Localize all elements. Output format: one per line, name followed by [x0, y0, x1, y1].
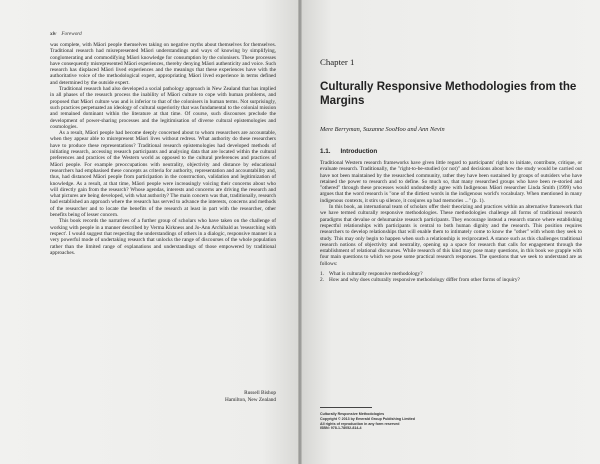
- paragraph: As a result, Māori people had become deeply concerned about to whom researchers are accountable, when they appear able to misrepresent Māori lives without redress. What authority do these researchers have to produce these representations? Traditional research epistemologies had developed methods of initiating research, accessing research participants and analysing data that are located within the cultural preferences and practices of the Western world as opposed to the cultural preferences and practices of Māori people. For example preoccupations with neutrality, objectivity and distance by educational researchers had emphasised these concepts as criteria for authority, representation and accountability and, thus, had distanced Māori people from participation in the construction, validation and legitimization of knowledge. As a result, at that time, Māori people were increasingly voicing their concerns about who will directly gain from the research? Whose agendas, interests and concerns are driving the research and what pictures are being developed, with what authority? The main concern was that, traditionally, research had established an approach where the research has served to advance the interests, concerns and methods of the researcher and to locate the benefits of the research at least in part with the researcher, other benefits being of lesser concern.: [50, 130, 276, 219]
- section-heading: [320, 148, 387, 155]
- chapter-title: Culturally Responsive Methodologies from the Margins: [320, 80, 577, 107]
- footnote-rule: [320, 407, 372, 408]
- right-page: [302, 0, 600, 464]
- list-text: How and why does culturally responsive methodology differ from other forms of inquiry?: [329, 277, 520, 284]
- chapter-label: Chapter 1: [320, 57, 355, 67]
- page-number: xiv: [50, 31, 57, 37]
- paragraph: Traditional Western research frameworks have given little regard to participants' rights to initiate, contribute, critique, or evaluate research. Traditionally, the "right-to-be-studied (or not)" and decisions about how the study would be carried out have not been maintained by the researched community, rather they have been sustained by groups of outsiders who have retained the power to research and to define. So much so, that many researched groups who have been re-storied and "othered" through these processes would undoubtedly agree with Indigenous Māori researcher Linda Smith (1999) who argues that the word research is "one of the dirtiest words in the indigenous world's vocabulary. When mentioned in many indigenous contexts, it stirs up silence, it conjures up bad memories ..." (p. 1).: [320, 160, 582, 204]
- copyright-line: Copyright © 2013 by Emerald Group Publishing Limited: [320, 416, 415, 421]
- list-number: 2.: [320, 277, 324, 284]
- paragraph: Traditional research had also developed a social pathology approach in New Zealand that has implied in all phases of the research process the inability of Māori culture to cope with human problems, and proposed that Māori culture was and is inferior to that of the colonisers in human terms. Not surprisingly, such practices perpetuated an ideology of cultural superiority that was fundamental to the colonial mission and remained dominant within the literature at that time. Of course, such discourses preclude the development of power-sharing processes and the legitimisation of diverse cultural epistemologies and cosmologies.: [50, 86, 276, 130]
- signature-block: [225, 390, 276, 403]
- chapter-body: [320, 160, 582, 284]
- left-page: [0, 0, 298, 464]
- signature-place: Hamilton, New Zealand: [224, 396, 276, 403]
- signature-name: Russell Bishop: [244, 390, 276, 396]
- list-text: What is culturally responsive methodology?: [329, 271, 423, 278]
- list-number: 1.: [320, 271, 324, 278]
- list-item: [320, 277, 582, 283]
- question-list: [320, 271, 582, 284]
- running-header: [50, 31, 82, 37]
- copyright-line: ISBN: 978-1-78052-814-4: [320, 426, 362, 431]
- copyright-block: [320, 412, 415, 431]
- copyright-line: Culturally Responsive Methodologies: [320, 412, 385, 416]
- foreword-body: [50, 42, 276, 256]
- paragraph: This book records the narratives of a further group of scholars who have taken on the challenge of working with people in a manner described by Verma Kirkness and Jo-Ann Archibald as 'researching with respect'. I would suggest that respecting the understandings of others in a dialogic, responsive manner is a very powerful mode of undertaking research that unlocks the range of discourses of the whole population rather than the limited range of explanations and understandings of those empowered by traditional approaches.: [50, 218, 276, 256]
- chapter-authors: Mere Berryman, Suzanne SooHoo and Ann Nevin: [320, 126, 445, 133]
- running-title: Foreword: [61, 31, 82, 37]
- paragraph: In this book, an international team of scholars offer their theorizing and practices within an alternative framework that we have termed culturally responsive methodologies. These methodologies challenge all forms of traditional research paradigms that devalue or dehumanize research participants. They encourage instead a research stance where establishing respectful relationships with participants is central to both human dignity and the research. This position requires researchers to develop relationships that will enable them to intimately come to know the "other" with whom they seek to study. This may only begin to happen when such a relationship is reciprocated. A stance such as this challenges traditional research notions of objectivity and neutrality, opening up a space for research that calls for engagement through the establishment of relational discourses. While research of this kind may pose many questions, in this book we grapple with four main questions to which we pose some practical research responses. The questions that we seek to understand are as follows:: [320, 204, 582, 267]
- paragraph: was complete, with Māori people themselves taking on negative myths about themselves for themselves. Traditional research had misrepresented Māori understandings and ways of knowing by simplifying, conglomerating and commodifying Māori knowledge for consumption by the colonisers. These processes have consequently misrepresented Māori experiences, thereby denying Māori authenticity and voice. Such research has displaced Māori lived experiences and the meanings that these experiences have with the authoritative voice of the methodological expert, appropriating Māori lived experience in terms defined and determined by the outside expert.: [50, 42, 276, 86]
- section-number: 1.1.: [320, 148, 331, 155]
- copyright-line: All rights of reproduction in any form reserved: [320, 421, 400, 426]
- section-title: Introduction: [340, 148, 378, 155]
